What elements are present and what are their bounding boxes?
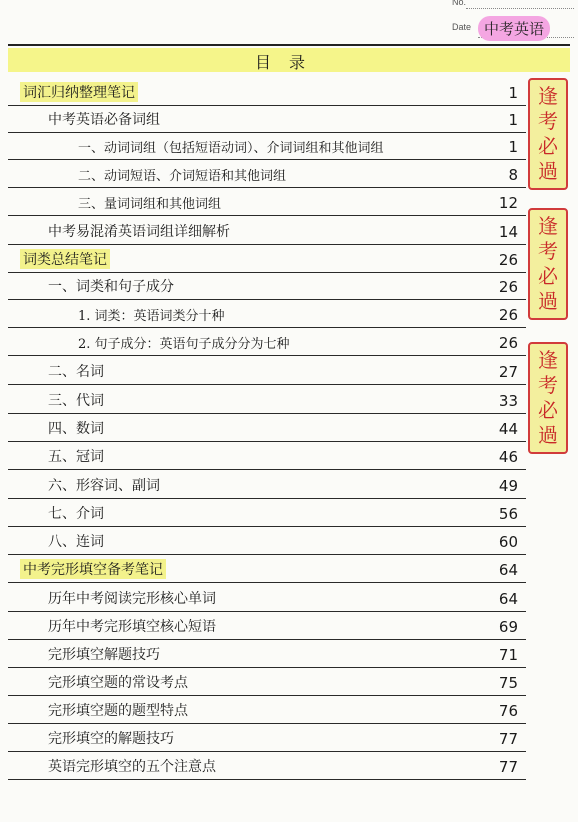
date-label: Date <box>452 22 472 32</box>
toc-row[interactable] <box>8 160 526 188</box>
toc-entry-page: 56 <box>498 505 518 523</box>
toc-entry-label: 完形填空的解题技巧 <box>48 731 174 747</box>
toc-entry-page: 77 <box>498 758 518 776</box>
toc-entry-label: 八、连词 <box>48 534 104 550</box>
toc-row[interactable] <box>8 752 526 780</box>
toc-row[interactable] <box>8 272 526 300</box>
toc-entry-page: 26 <box>498 251 518 269</box>
toc-entry-page: 44 <box>498 420 518 438</box>
toc-entry-page: 64 <box>498 590 518 608</box>
toc-entry-label: 历年中考完形填空核心短语 <box>48 619 216 635</box>
toc-entry-label: 英语完形填空的五个注意点 <box>48 759 216 775</box>
no-label: No. <box>452 0 467 7</box>
toc-entry-label: 四、数词 <box>48 421 104 437</box>
toc-row[interactable] <box>8 245 526 273</box>
toc-entry-label: 中考完形填空备考笔记 <box>20 559 166 579</box>
toc-entry-label: 三、量词词组和其他词组 <box>78 197 222 212</box>
toc-entry-page: 71 <box>498 646 518 664</box>
toc-entry-label: 历年中考阅读完形核心单词 <box>48 591 216 607</box>
toc-entry-label: 中考英语必备词组 <box>48 112 160 128</box>
toc-entry-page: 1 <box>508 84 518 102</box>
toc-entry-page: 46 <box>498 448 518 466</box>
toc-row[interactable] <box>8 78 526 106</box>
toc-row[interactable] <box>8 696 526 724</box>
toc-entry-label: 一、词类和句子成分 <box>48 279 174 295</box>
toc-entry-label: 词汇归纳整理笔记 <box>20 82 138 102</box>
toc-row[interactable] <box>8 132 526 160</box>
toc-row[interactable] <box>8 724 526 752</box>
toc-row[interactable] <box>8 442 526 470</box>
toc-row[interactable] <box>8 612 526 640</box>
toc-entry-page: 12 <box>498 194 518 212</box>
toc-entry-page: 14 <box>498 223 518 241</box>
toc-row[interactable] <box>8 328 526 356</box>
date-value: 中考英语 <box>478 16 550 41</box>
toc-row[interactable] <box>8 640 526 668</box>
toc-entry-label: 七、介词 <box>48 506 104 522</box>
toc-entry-page: 26 <box>498 278 518 296</box>
toc-row[interactable] <box>8 471 526 499</box>
toc-entry-page: 27 <box>498 363 518 381</box>
toc-row[interactable] <box>8 188 526 216</box>
toc-entry-page: 8 <box>508 166 518 184</box>
lucky-stamp: 逢 考 必 過 <box>528 208 568 320</box>
toc-entry-page: 1 <box>508 111 518 129</box>
toc-title: 目录 <box>254 53 323 72</box>
toc-entry-page: 77 <box>498 730 518 748</box>
toc-entry-label: 完形填空解题技巧 <box>48 647 160 663</box>
toc-entry-label: 五、冠词 <box>48 449 104 465</box>
toc-row[interactable] <box>8 584 526 612</box>
toc-entry-label: 二、名词 <box>48 364 104 380</box>
toc-row[interactable] <box>8 357 526 385</box>
toc-entry-page: 76 <box>498 702 518 720</box>
toc-row[interactable] <box>8 386 526 414</box>
toc-entry-page: 1 <box>508 138 518 156</box>
toc-row[interactable] <box>8 499 526 527</box>
toc-entry-label: 完形填空题的题型特点 <box>48 703 188 719</box>
toc-entry-label: 1. 词类：英语词类分十种 <box>78 309 225 324</box>
toc-entry-page: 49 <box>498 477 518 495</box>
toc-entry-label: 六、形容词、副词 <box>48 478 160 494</box>
toc-row[interactable] <box>8 668 526 696</box>
toc-entry-label: 词类总结笔记 <box>20 249 110 269</box>
toc-entry-page: 60 <box>498 533 518 551</box>
toc-entry-page: 26 <box>498 306 518 324</box>
toc-row[interactable] <box>8 555 526 583</box>
toc-entry-page: 26 <box>498 334 518 352</box>
toc-entry-label: 2. 句子成分：英语句子成分分为七种 <box>78 337 290 352</box>
toc-entry-page: 69 <box>498 618 518 636</box>
toc-entry-label: 完形填空题的常设考点 <box>48 675 188 691</box>
toc-entry-label: 二、动词短语、介词短语和其他词组 <box>78 169 287 184</box>
toc-entry-page: 33 <box>498 392 518 410</box>
lucky-stamp: 逢 考 必 過 <box>528 78 568 190</box>
toc-row[interactable] <box>8 105 526 133</box>
toc-row[interactable] <box>8 414 526 442</box>
toc-entry-label: 三、代词 <box>48 393 104 409</box>
toc-row[interactable] <box>8 300 526 328</box>
toc-row[interactable] <box>8 527 526 555</box>
toc-entry-page: 75 <box>498 674 518 692</box>
toc-row[interactable] <box>8 217 526 245</box>
toc-entry-label: 中考易混淆英语词组详细解析 <box>48 224 230 240</box>
toc-entry-page: 64 <box>498 561 518 579</box>
lucky-stamp: 逢 考 必 過 <box>528 342 568 454</box>
toc-entry-label: 一、动词词组（包括短语动词）、介词词组和其他词组 <box>78 141 384 156</box>
